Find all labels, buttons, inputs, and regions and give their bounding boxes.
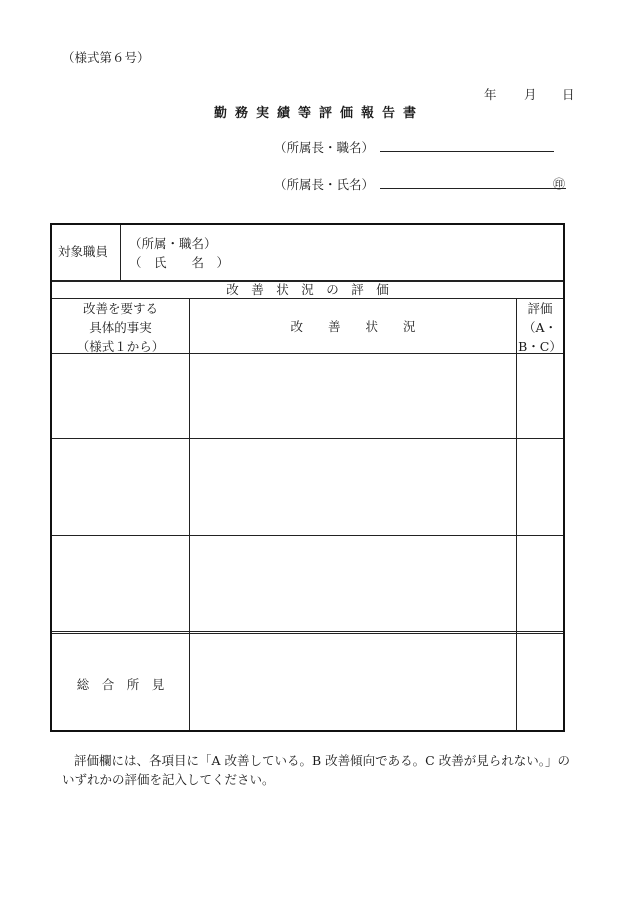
evaluation-table [50,223,565,732]
document-title: 勤務実績等評価報告書 [213,106,424,121]
note-line: 評価欄には、各項目に「A 改善している。B 改善傾向である。C 改善が見られない。」の [74,753,570,768]
note-line: いずれかの評価を記入してください。 [62,772,275,787]
target-position-label: （所属・職名） [129,236,217,251]
date-day: 日 [562,87,575,102]
supervisor-name-label: （所属長・氏名） [274,177,375,192]
col-status-header: 改 善 状 況 [290,319,416,334]
col-rating-header [517,299,563,356]
date-year: 年 [484,87,497,102]
status-cell-1[interactable] [190,354,515,438]
rating-cell-1[interactable] [517,354,563,438]
summary-label: 総 合 所 見 [76,677,165,692]
col-rating-header-line: （A・ [522,320,558,335]
facts-cell-1[interactable] [52,354,188,438]
supervisor-position-field[interactable] [380,151,554,152]
rating-cell-3[interactable] [517,536,563,631]
supervisor-name-field[interactable] [380,188,566,189]
col-rating-header-line: B・C） [518,339,562,354]
date-month: 月 [524,87,537,102]
target-employee-label: 対象職員 [58,244,109,259]
col-facts-header-line: （様式１から） [76,339,165,354]
status-cell-2[interactable] [190,439,515,535]
target-name-label: （ 氏 名 ） [129,255,230,270]
col-facts-header-line: 具体的事実 [89,320,152,335]
note [62,751,570,789]
supervisor-position-label: （所属長・職名） [274,140,375,155]
table-rule [52,631,563,634]
col-rating-header-line: 評価 [527,301,553,316]
form-number: （様式第６号） [62,50,150,65]
summary-cell[interactable] [190,635,515,730]
table-divider [120,225,121,280]
rating-cell-2[interactable] [517,439,563,535]
seal-mark: ㊞ [553,177,566,191]
facts-cell-3[interactable] [52,536,188,631]
section-header: 改 善 状 況 の 評 価 [226,282,389,297]
status-cell-3[interactable] [190,536,515,631]
summary-rating-cell[interactable] [517,635,563,730]
facts-cell-2[interactable] [52,439,188,535]
col-facts-header [52,299,189,356]
col-facts-header-line: 改善を要する [82,301,158,316]
